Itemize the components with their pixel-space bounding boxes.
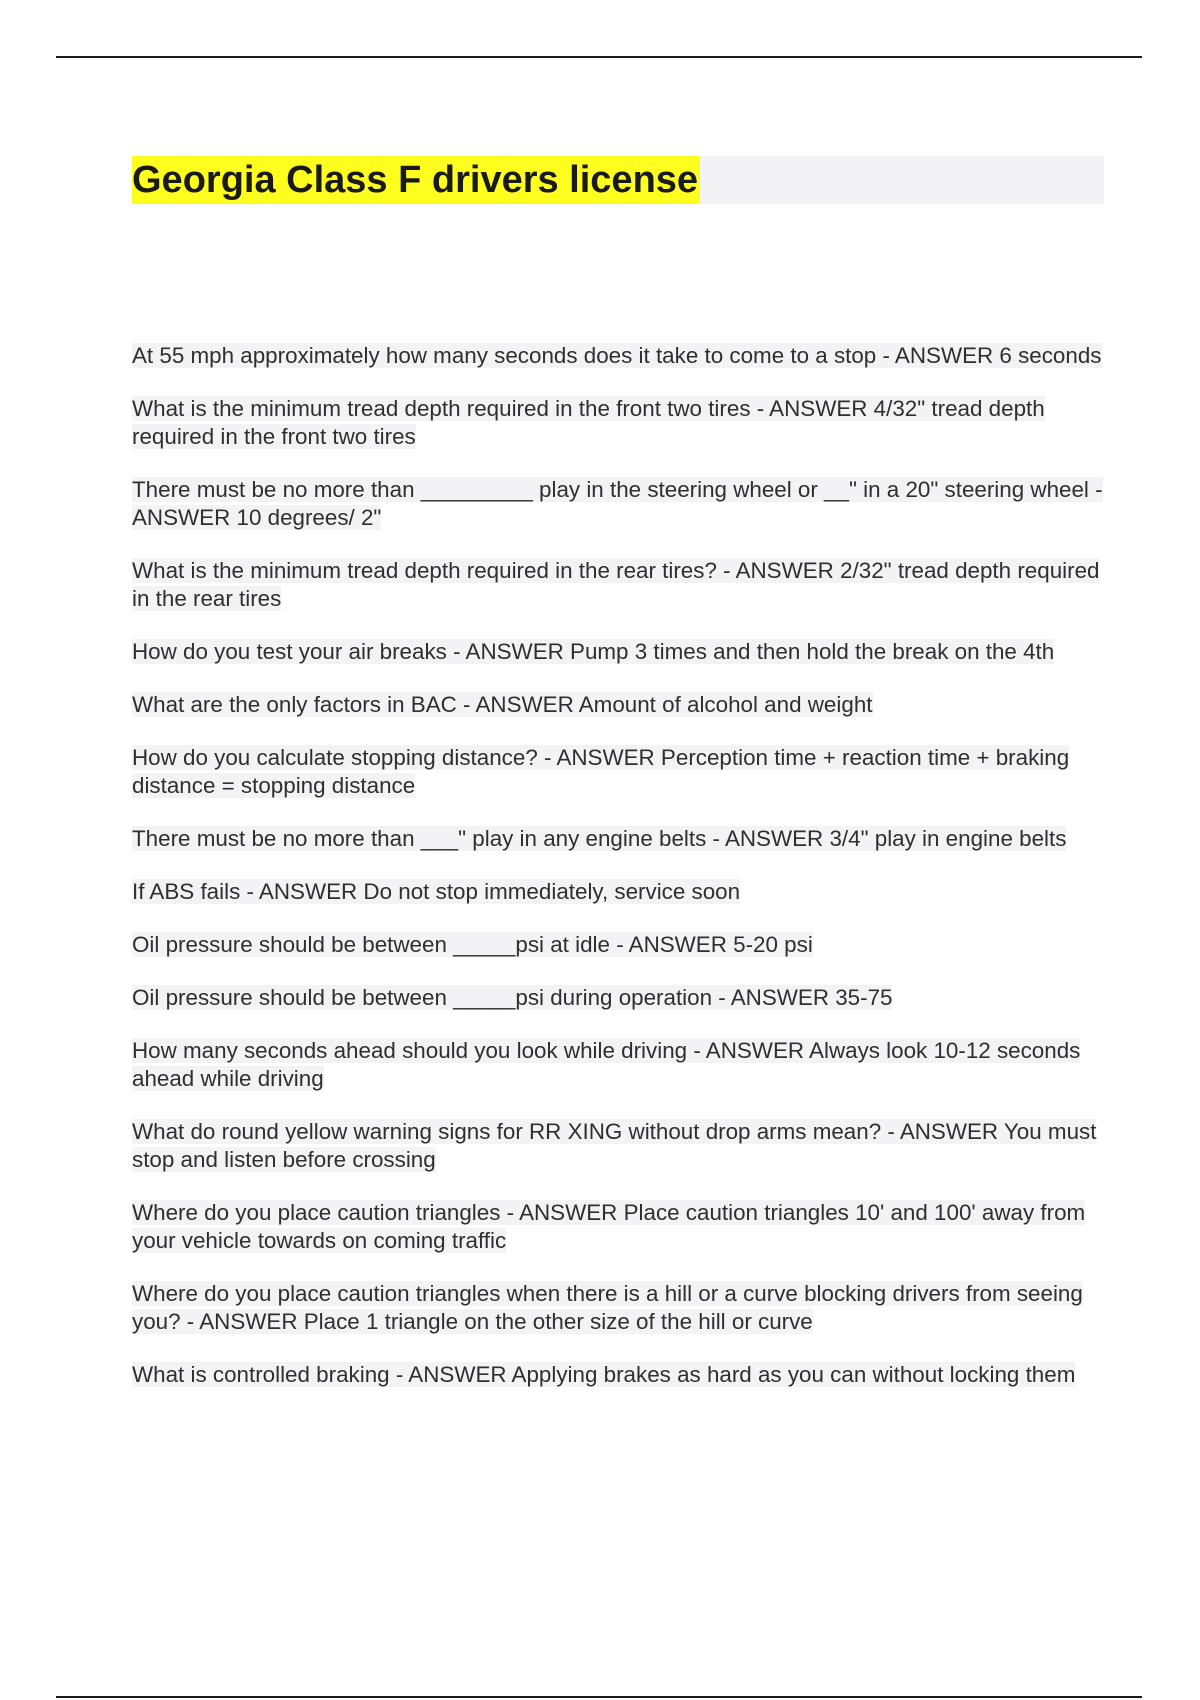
title-block (132, 156, 1104, 204)
qa-text: What do round yellow warning signs for RR XING without drop arms mean? - ANSWER You must stop and listen before crossing (132, 1119, 1097, 1172)
qa-text: At 55 mph approximately how many seconds does it take to come to a stop - ANSWER 6 seconds (132, 343, 1102, 368)
list-item (132, 744, 1104, 800)
list-item (132, 395, 1104, 451)
list-item (132, 878, 1104, 906)
list-item (132, 1361, 1104, 1389)
qa-text: Oil pressure should be between _____psi at idle - ANSWER 5-20 psi (132, 932, 813, 957)
list-item (132, 476, 1104, 532)
qa-text: Oil pressure should be between _____psi during operation - ANSWER 35-75 (132, 985, 893, 1010)
qa-text: How many seconds ahead should you look while driving - ANSWER Always look 10-12 seconds ahead while driving (132, 1038, 1081, 1091)
list-item (132, 1118, 1104, 1174)
list-item (132, 638, 1104, 666)
list-item (132, 984, 1104, 1012)
list-item (132, 1037, 1104, 1093)
qa-text: Where do you place caution triangles - ANSWER Place caution triangles 10' and 100' away from your vehicle towards on coming traffic (132, 1200, 1086, 1253)
list-item (132, 931, 1104, 959)
qa-text: What are the only factors in BAC - ANSWER Amount of alcohol and weight (132, 692, 873, 717)
qa-text: How do you calculate stopping distance? - ANSWER Perception time + reaction time + braking distance = stopping distance (132, 745, 1070, 798)
qa-text: What is the minimum tread depth required in the front two tires - ANSWER 4/32" tread depth required in the front two tires (132, 396, 1045, 449)
qa-text: How do you test your air breaks - ANSWER Pump 3 times and then hold the break on the 4th (132, 639, 1055, 664)
qa-text: If ABS fails - ANSWER Do not stop immediately, service soon (132, 879, 741, 904)
list-item (132, 1280, 1104, 1336)
qa-text: What is controlled braking - ANSWER Applying brakes as hard as you can without locking them (132, 1362, 1076, 1387)
list-item (132, 691, 1104, 719)
question-answer-list (132, 342, 1104, 1414)
list-item (132, 825, 1104, 853)
qa-text: There must be no more than _________ play in the steering wheel or __" in a 20" steering wheel - ANSWER 10 degrees/ 2" (132, 477, 1103, 530)
top-divider (56, 56, 1142, 58)
qa-text: Where do you place caution triangles when there is a hill or a curve blocking drivers from seeing you? - ANSWER Place 1 triangle on the other size of the hill or curve (132, 1281, 1083, 1334)
qa-text: There must be no more than ___" play in any engine belts - ANSWER 3/4" play in engine belts (132, 826, 1067, 851)
document-title: Georgia Class F drivers license (132, 156, 700, 204)
list-item (132, 557, 1104, 613)
list-item (132, 342, 1104, 370)
qa-text: What is the minimum tread depth required in the rear tires? - ANSWER 2/32" tread depth required in the rear tires (132, 558, 1100, 611)
bottom-divider (56, 1696, 1142, 1698)
list-item (132, 1199, 1104, 1255)
